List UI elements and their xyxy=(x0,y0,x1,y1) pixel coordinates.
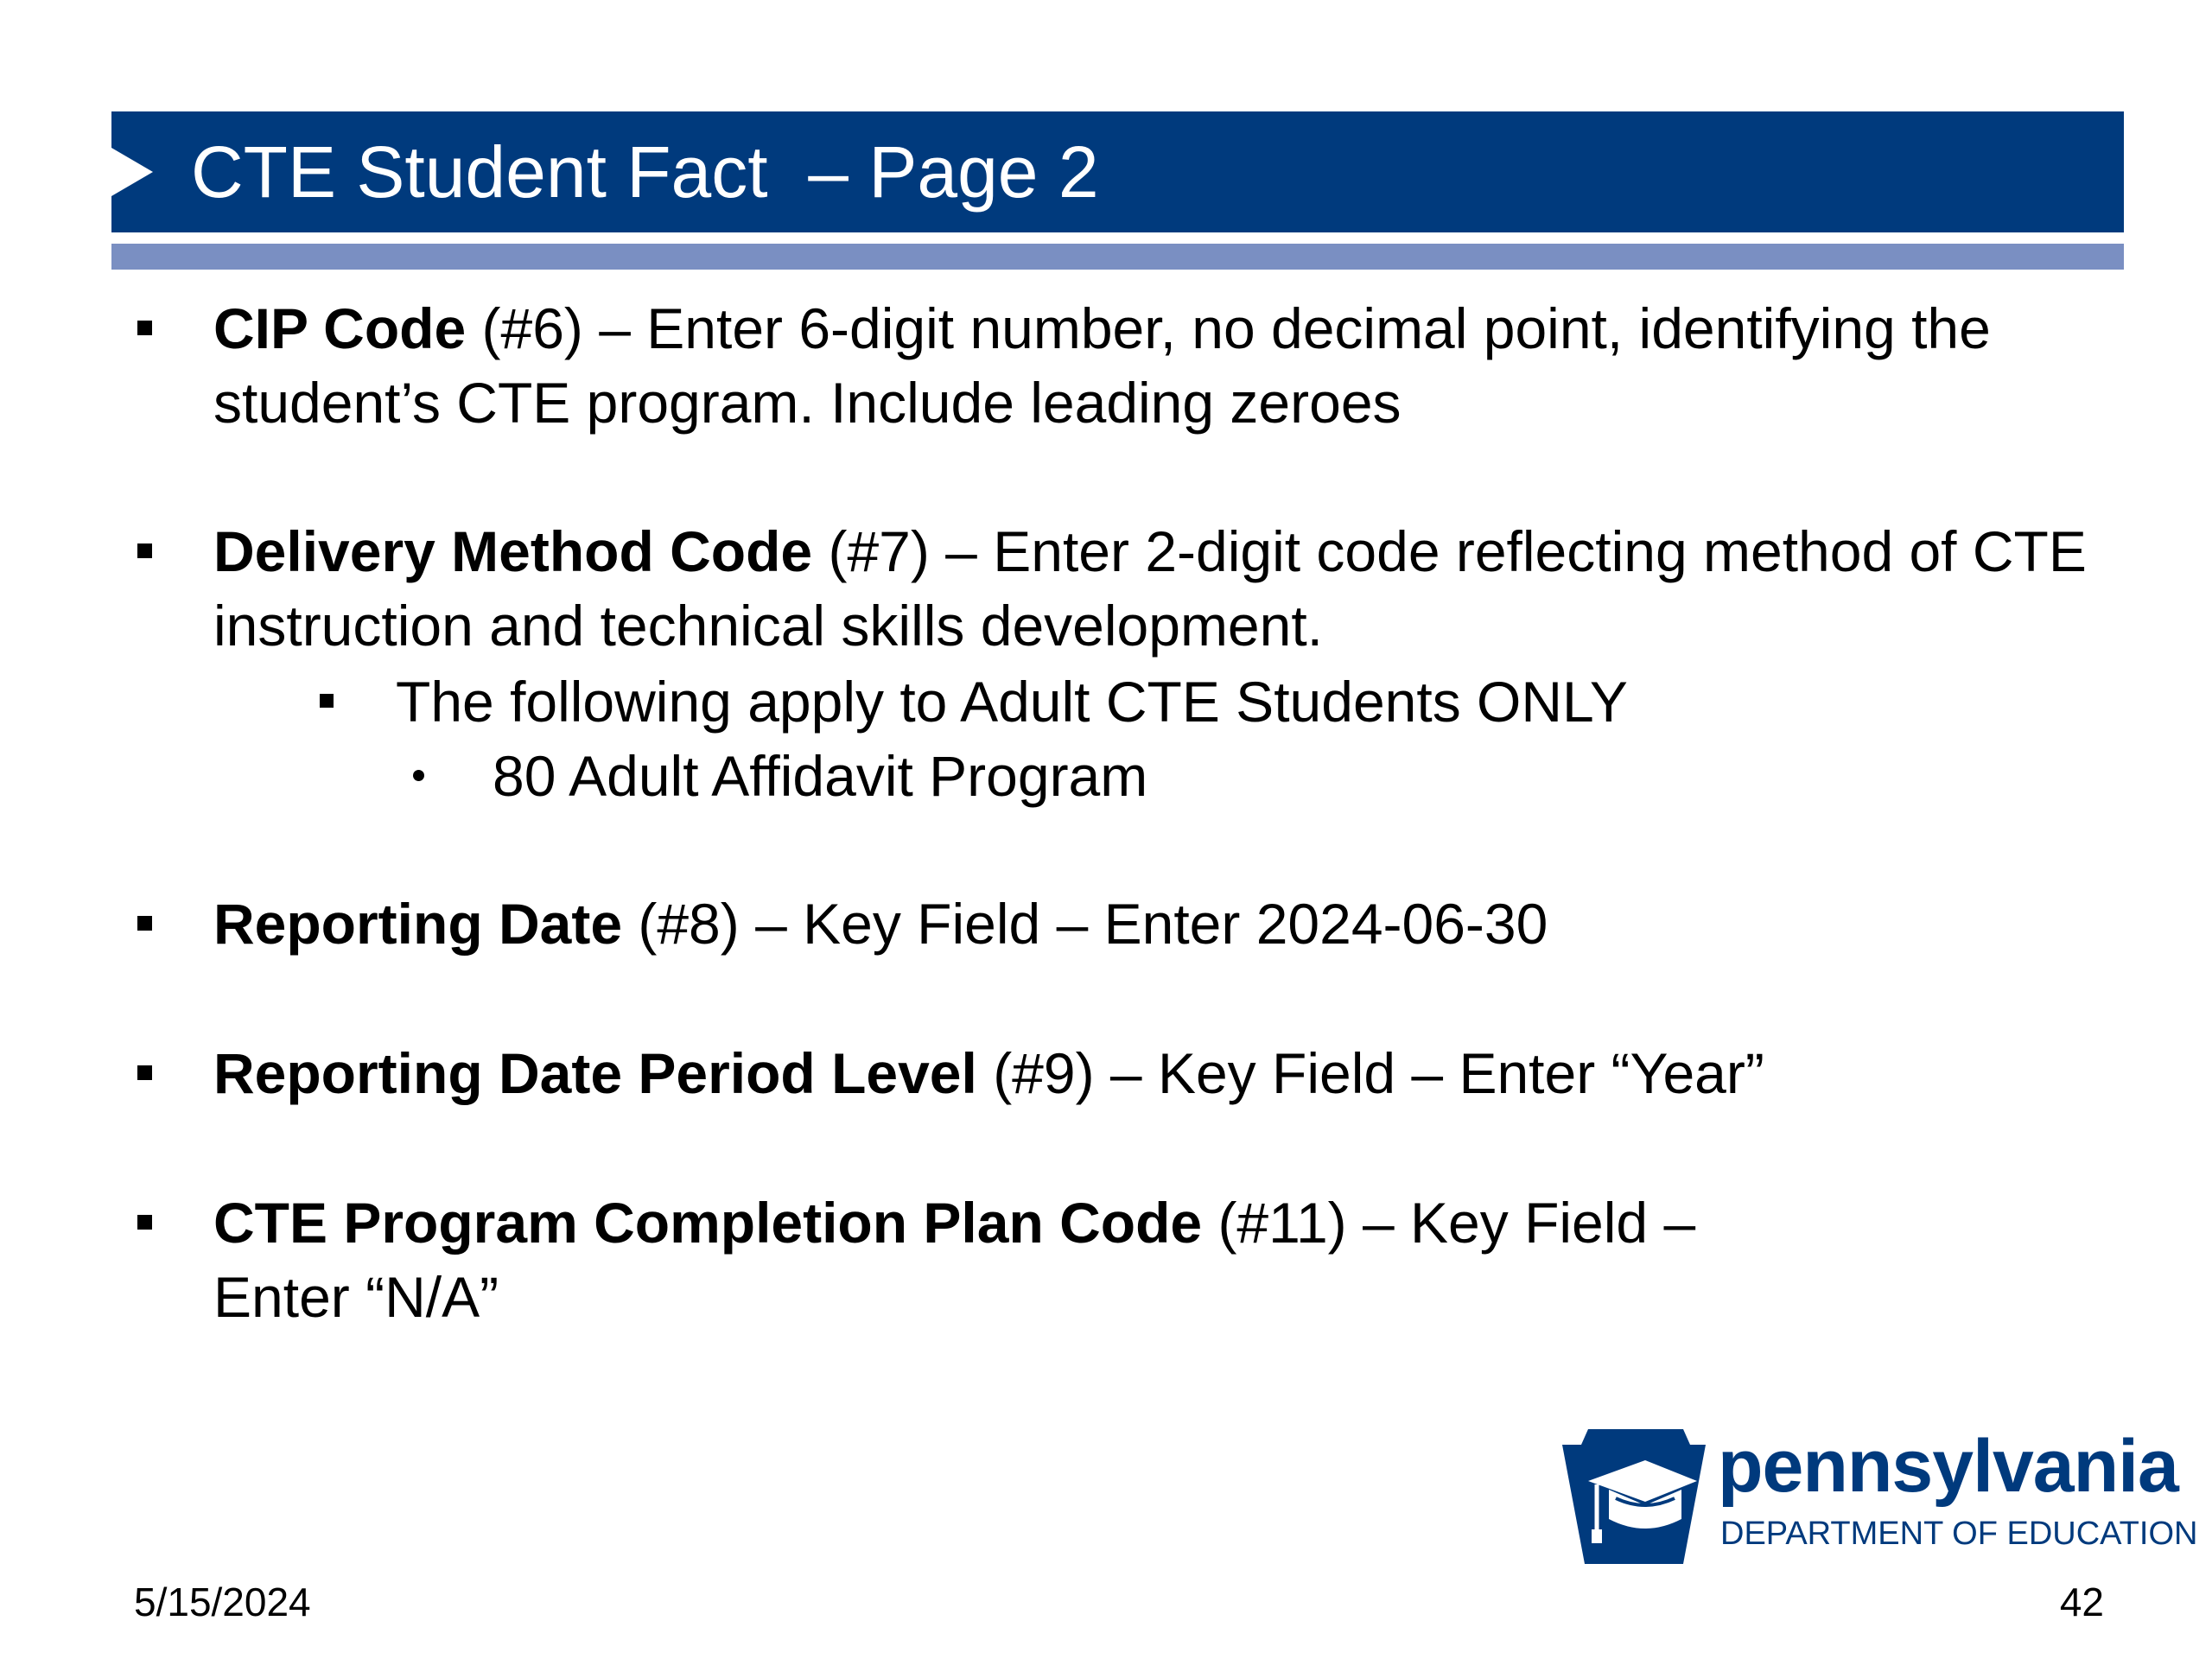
title-arrow-icon xyxy=(111,148,153,196)
sub-bullet-adult-cte xyxy=(396,664,2124,739)
square-bullet-icon xyxy=(137,916,152,931)
bullet-text: (#8) – Key Field – Enter 2024-06-30 xyxy=(622,892,1548,956)
square-bullet-icon xyxy=(137,543,152,558)
bullet-reporting-date xyxy=(213,887,2140,961)
sub-bullet-text: The following apply to Adult CTE Students ONLY xyxy=(396,670,1628,734)
bullet-term: Delivery Method Code xyxy=(213,519,813,583)
sub-sub-bullet-affidavit xyxy=(493,739,2134,813)
pa-department-of-education-logo xyxy=(1562,1425,2198,1567)
keystone-graduation-cap-icon xyxy=(1562,1429,1709,1567)
slide-title: CTE Student Fact – Page 2 xyxy=(191,131,1099,213)
logo-subtitle: DEPARTMENT OF EDUCATION xyxy=(1720,1516,2198,1552)
title-underline xyxy=(111,244,2124,270)
bullet-text: (#7) – Enter 2-digit code reflecting method of CTE instruction and technical skills development. xyxy=(213,519,2087,658)
square-bullet-icon xyxy=(320,694,334,708)
bullet-text-continued: Enter “N/A” xyxy=(213,1265,499,1329)
title-bar xyxy=(111,111,2124,232)
bullet-text: (#6) – Enter 6-digit number, no decimal point, identifying the student’s CTE program. Include leading zeroes xyxy=(213,296,1991,435)
bullet-cip-code xyxy=(213,291,2140,440)
sub-sub-bullet-text: 80 Adult Affidavit Program xyxy=(493,744,1148,808)
bullet-term: Reporting Date Period Level xyxy=(213,1041,977,1105)
bullet-term: CTE Program Completion Plan Code xyxy=(213,1191,1203,1255)
bullet-delivery-method-code xyxy=(213,514,2140,663)
dot-bullet-icon xyxy=(413,770,424,781)
logo-wordmark: pennsylvania xyxy=(1718,1425,2178,1508)
square-bullet-icon xyxy=(137,321,152,335)
bullet-term: CIP Code xyxy=(213,296,467,360)
bullet-text: (#9) – Key Field – Enter “Year” xyxy=(976,1041,1764,1105)
square-bullet-icon xyxy=(137,1065,152,1080)
page-number: 42 xyxy=(2059,1580,2104,1624)
bullet-text: (#11) – Key Field – xyxy=(1202,1191,1696,1255)
bullet-reporting-date-period-level xyxy=(213,1036,2140,1110)
slide-date: 5/15/2024 xyxy=(134,1580,311,1624)
square-bullet-icon xyxy=(137,1215,152,1230)
bullet-term: Reporting Date xyxy=(213,892,623,956)
bullet-cte-program-completion-plan-code xyxy=(213,1185,2140,1334)
